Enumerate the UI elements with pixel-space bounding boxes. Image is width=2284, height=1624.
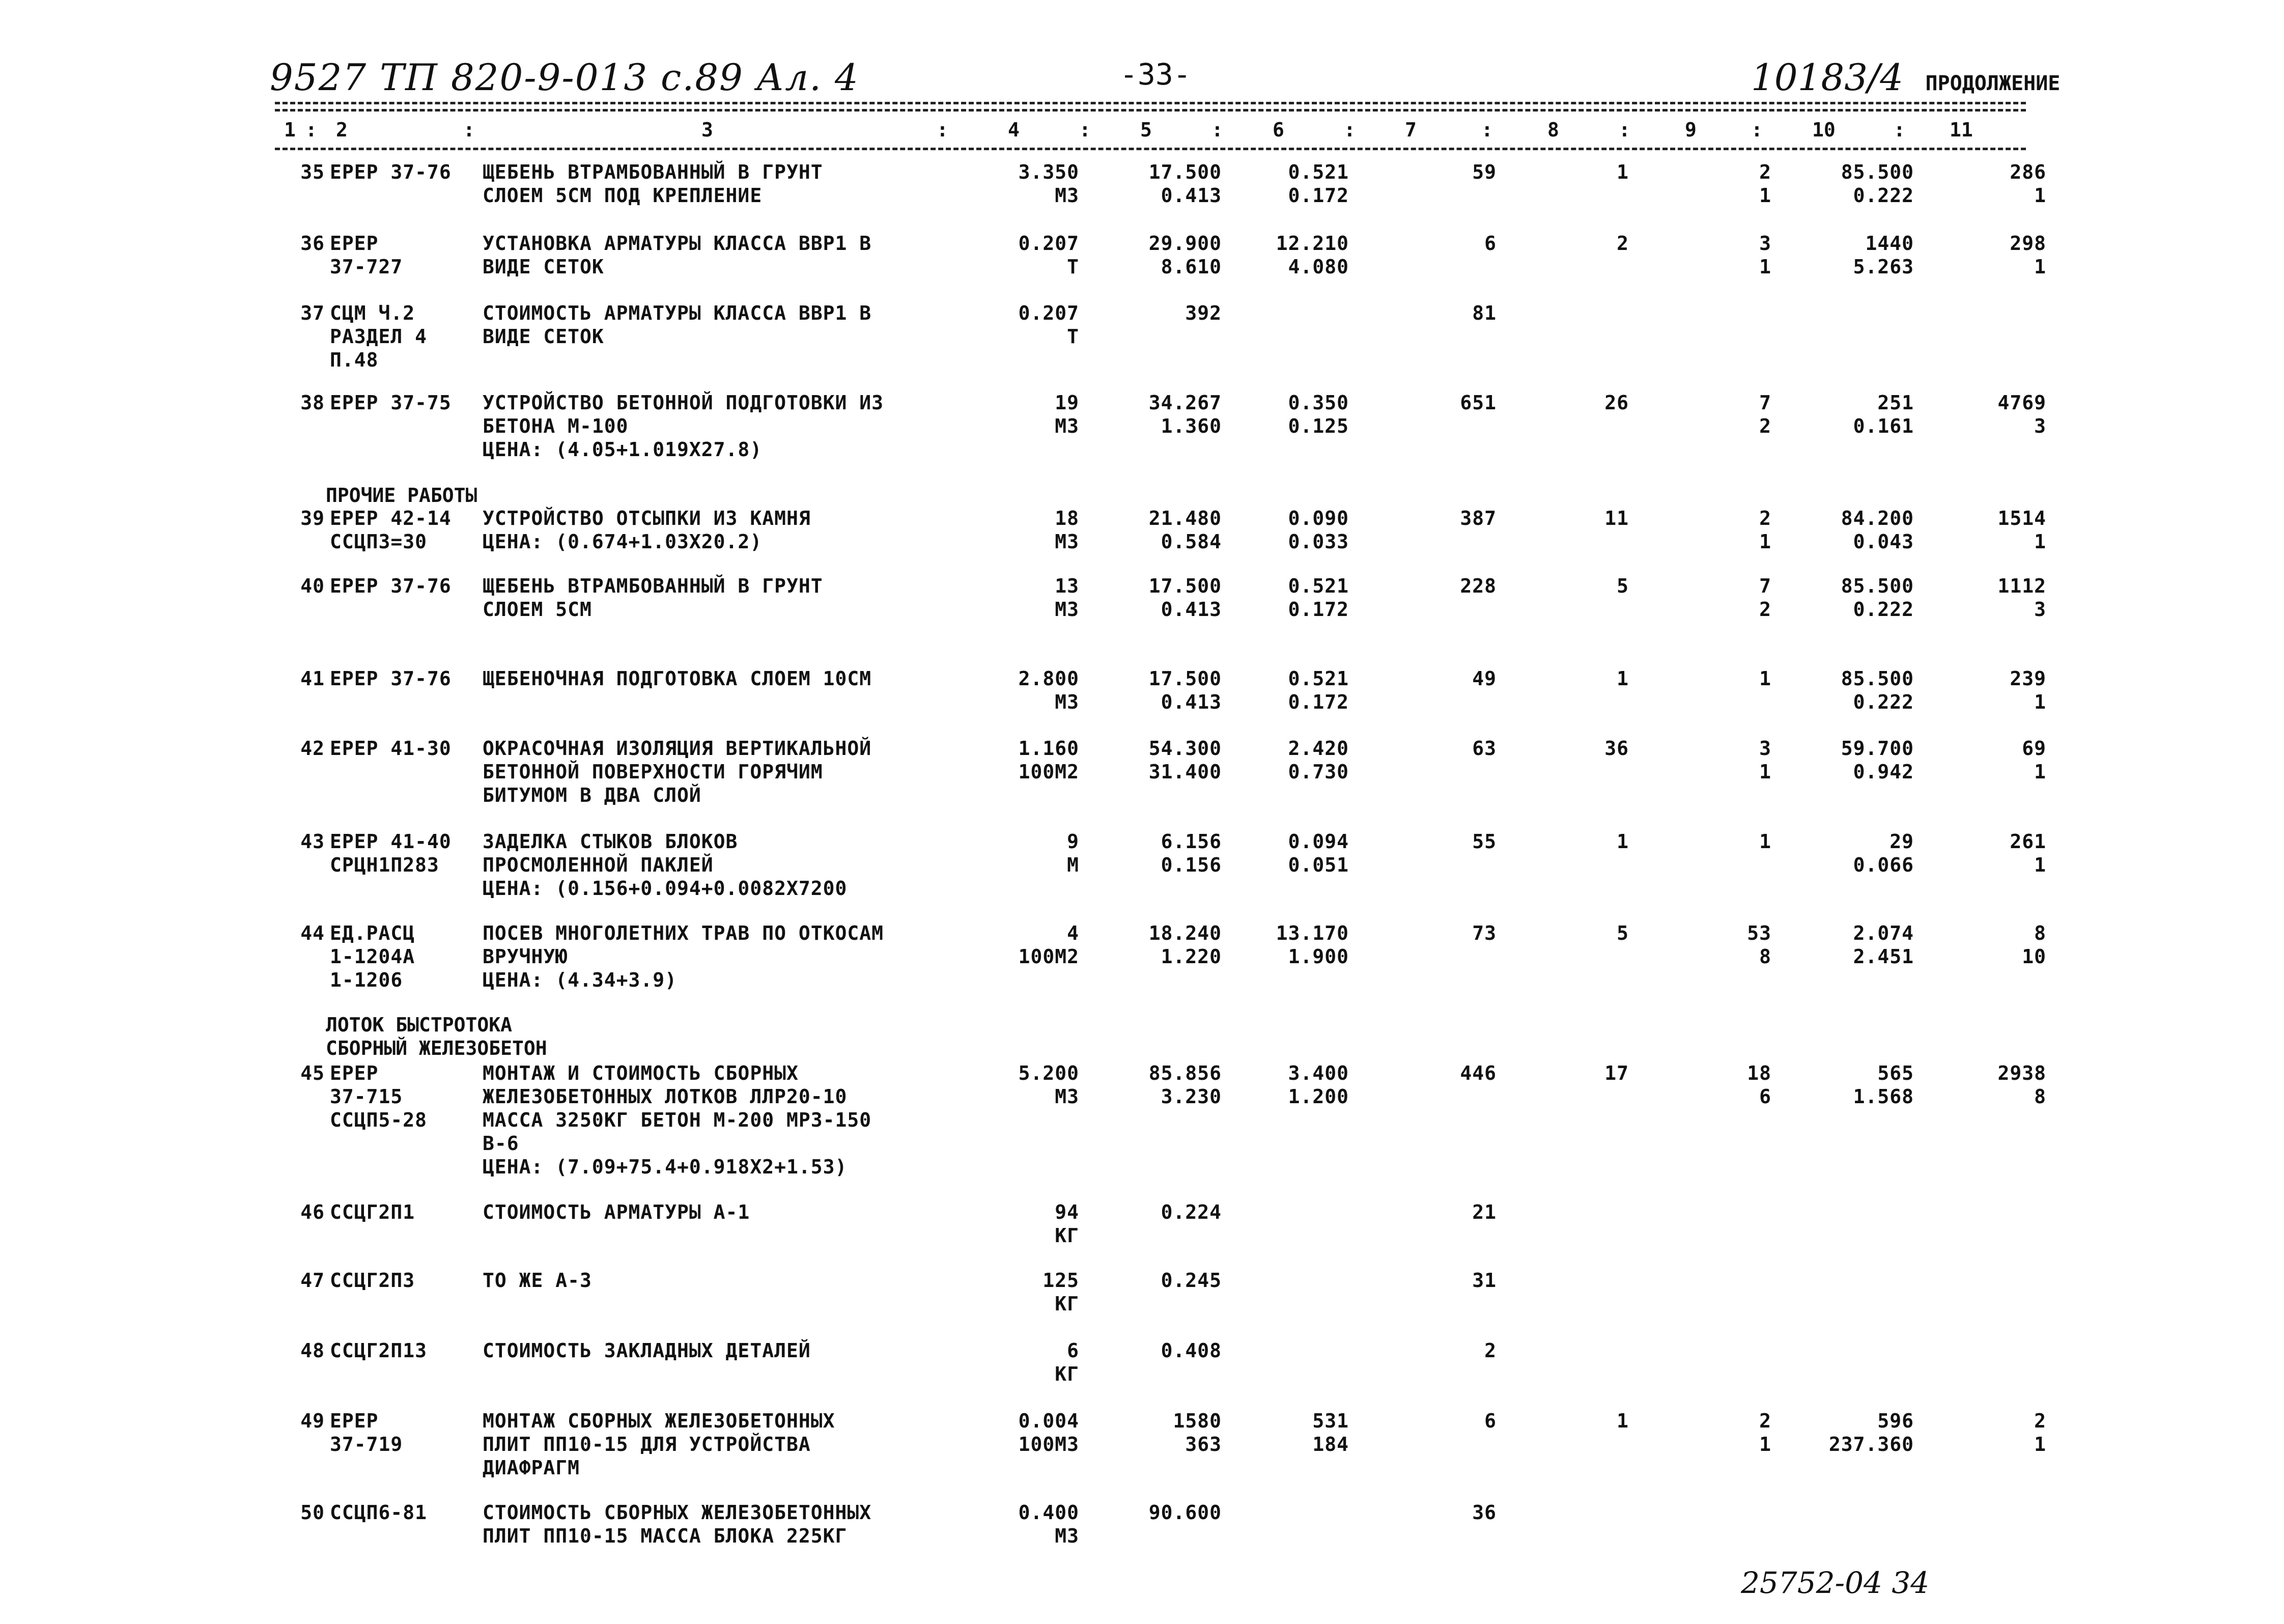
row-col7: 59 bbox=[1472, 161, 1497, 183]
row-col11: 298 1 bbox=[2010, 232, 2046, 278]
row-col6: 12.210 4.080 bbox=[1276, 232, 1349, 278]
row-quantity: 18 М3 bbox=[1055, 507, 1079, 553]
column-separator: : bbox=[1344, 119, 1356, 141]
column-separator: : bbox=[1079, 119, 1091, 141]
row-quantity: 2.800 М3 bbox=[1018, 667, 1079, 713]
row-col9: 1 bbox=[1759, 830, 1771, 853]
row-quantity: 94 КГ bbox=[1055, 1201, 1079, 1247]
row-col11: 286 1 bbox=[2010, 161, 2046, 207]
row-col6: 531 184 bbox=[1312, 1410, 1349, 1455]
column-separator: : bbox=[937, 119, 948, 141]
column-header-8: 8 bbox=[1547, 119, 1559, 141]
row-col9: 7 2 bbox=[1759, 575, 1771, 621]
row-col6: 2.420 0.730 bbox=[1288, 737, 1349, 783]
row-col11: 2938 8 bbox=[1997, 1062, 2046, 1108]
header-continuation-label: ПРОДОЛЖЕНИЕ bbox=[1925, 72, 2061, 95]
row-col8: 1 bbox=[1617, 161, 1629, 183]
row-col5: 18.240 1.220 bbox=[1148, 922, 1222, 968]
row-col7: 36 bbox=[1472, 1501, 1497, 1524]
row-col7: 73 bbox=[1472, 922, 1497, 944]
row-description: УСТРОЙСТВО ОТСЫПКИ ИЗ КАМНЯ ЦЕНА: (0.674+1.03Х20.2) bbox=[483, 507, 811, 553]
row-col6: 0.094 0.051 bbox=[1288, 830, 1349, 876]
row-col11: 4769 3 bbox=[1997, 391, 2046, 437]
row-description: СТОИМОСТЬ АРМАТУРЫ А-1 bbox=[483, 1201, 750, 1223]
row-col9: 7 2 bbox=[1759, 391, 1771, 437]
header-sheet-number: -33- bbox=[1120, 57, 1191, 92]
row-description: ЗАДЕЛКА СТЫКОВ БЛОКОВ ПРОСМОЛЕННОЙ ПАКЛЕЙ ЦЕНА: (0.156+0.094+0.0082Х7200 bbox=[483, 830, 848, 900]
row-col9: 2 1 bbox=[1759, 161, 1771, 207]
top-rule-second bbox=[275, 109, 2026, 111]
row-number: 44 bbox=[300, 922, 325, 944]
column-separator: : bbox=[463, 119, 475, 141]
row-col6: 0.350 0.125 bbox=[1288, 391, 1349, 437]
header-right-number: 10183/4 bbox=[1751, 56, 1904, 99]
row-col7: 55 bbox=[1472, 830, 1497, 853]
row-number: 48 bbox=[300, 1339, 325, 1362]
row-col9: 3 1 bbox=[1759, 232, 1771, 278]
column-separator: : bbox=[1481, 119, 1493, 141]
row-description: ПОСЕВ МНОГОЛЕТНИХ ТРАВ ПО ОТКОСАМ ВРУЧНУЮ ЦЕНА: (4.34+3.9) bbox=[483, 922, 884, 991]
column-header-6: 6 bbox=[1273, 119, 1284, 141]
row-description: ОКРАСОЧНАЯ ИЗОЛЯЦИЯ ВЕРТИКАЛЬНОЙ БЕТОННОЙ ПОВЕРХНОСТИ ГОРЯЧИМ БИТУМОМ В ДВА СЛОЙ bbox=[483, 737, 872, 806]
row-col11: 2 1 bbox=[2034, 1410, 2046, 1455]
row-code: ЕД.РАСЦ 1-1204А 1-1206 bbox=[330, 922, 415, 991]
row-quantity: 0.207 Т bbox=[1018, 232, 1079, 278]
row-description: УСТАНОВКА АРМАТУРЫ КЛАССА ВВР1 В ВИДЕ СЕТОК bbox=[483, 232, 872, 278]
row-col9: 3 1 bbox=[1759, 737, 1771, 783]
row-code: ЕРЕР 42-14 ССЦП3=30 bbox=[330, 507, 452, 553]
row-number: 43 bbox=[300, 830, 325, 853]
row-quantity: 0.004 100М3 bbox=[1018, 1410, 1079, 1455]
row-code: ССЦГ2П3 bbox=[330, 1269, 415, 1292]
row-col10: 85.500 0.222 bbox=[1841, 575, 1914, 621]
row-col9: 18 6 bbox=[1747, 1062, 1771, 1108]
row-number: 49 bbox=[300, 1410, 325, 1432]
row-col8: 26 bbox=[1604, 391, 1629, 414]
row-quantity: 6 КГ bbox=[1055, 1339, 1079, 1385]
column-separator: : bbox=[1211, 119, 1223, 141]
row-quantity: 5.200 М3 bbox=[1018, 1062, 1079, 1108]
column-header-10: 10 bbox=[1812, 119, 1836, 141]
column-header-4: 4 bbox=[1008, 119, 1020, 141]
row-col7: 387 bbox=[1460, 507, 1497, 529]
row-description: ЩЕБЕНЬ ВТРАМБОВАННЫЙ В ГРУНТ СЛОЕМ 5СМ bbox=[483, 575, 823, 621]
column-separator: : bbox=[305, 119, 317, 141]
row-code: ССЦП6-81 bbox=[330, 1501, 428, 1524]
row-description: МОНТАЖ И СТОИМОСТЬ СБОРНЫХ ЖЕЛЕЗОБЕТОННЫХ ЛОТКОВ ЛЛР20-10 МАССА 3250КГ БЕТОН М-200 МРЗ-150 В-6 ЦЕНА: (7.09+75.4+0.918Х2+1.53) bbox=[483, 1062, 872, 1178]
row-col7: 81 bbox=[1472, 302, 1497, 324]
row-col11: 1112 3 bbox=[1997, 575, 2046, 621]
row-col10: 596 237.360 bbox=[1828, 1410, 1914, 1455]
row-col5: 17.500 0.413 bbox=[1148, 667, 1222, 713]
row-code: ЕРЕР 41-30 bbox=[330, 737, 452, 760]
row-number: 47 bbox=[300, 1269, 325, 1292]
row-code: ЕРЕР 37-76 bbox=[330, 667, 452, 690]
section-heading-other-works: ПРОЧИЕ РАБОТЫ bbox=[326, 484, 477, 507]
row-col11: 1514 1 bbox=[1997, 507, 2046, 553]
section-heading-chute: ЛОТОК БЫСТРОТОКА СБОРНЫЙ ЖЕЛЕЗОБЕТОН bbox=[326, 1014, 547, 1059]
row-number: 38 bbox=[300, 391, 325, 414]
row-description: СТОИМОСТЬ СБОРНЫХ ЖЕЛЕЗОБЕТОННЫХ ПЛИТ ПП10-15 МАССА БЛОКА 225КГ bbox=[483, 1501, 872, 1547]
column-separator: : bbox=[1619, 119, 1630, 141]
footer-stamp: 25752-04 34 bbox=[1741, 1565, 1930, 1600]
row-col7: 2 bbox=[1484, 1339, 1497, 1362]
row-code: ЕРЕР 37-75 bbox=[330, 391, 452, 414]
row-quantity: 3.350 М3 bbox=[1018, 161, 1079, 207]
row-col8: 1 bbox=[1617, 830, 1629, 853]
row-col8: 17 bbox=[1604, 1062, 1629, 1084]
row-col7: 6 bbox=[1484, 1410, 1497, 1432]
row-col5: 0.245 bbox=[1161, 1269, 1222, 1292]
row-col5: 90.600 bbox=[1148, 1501, 1222, 1524]
row-col10: 29 0.066 bbox=[1853, 830, 1914, 876]
row-col7: 31 bbox=[1472, 1269, 1497, 1292]
row-col8: 1 bbox=[1617, 1410, 1629, 1432]
row-col8: 5 bbox=[1617, 922, 1629, 944]
row-description: ТО ЖЕ А-3 bbox=[483, 1269, 592, 1292]
row-col5: 85.856 3.230 bbox=[1148, 1062, 1222, 1108]
row-col7: 49 bbox=[1472, 667, 1497, 690]
row-number: 40 bbox=[300, 575, 325, 597]
row-number: 41 bbox=[300, 667, 325, 690]
row-col7: 21 bbox=[1472, 1201, 1497, 1223]
row-quantity: 13 М3 bbox=[1055, 575, 1079, 621]
header-bottom-rule bbox=[275, 148, 2026, 150]
row-code: СЦМ Ч.2 РАЗДЕЛ 4 П.48 bbox=[330, 302, 428, 371]
row-description: СТОИМОСТЬ АРМАТУРЫ КЛАССА ВВР1 В ВИДЕ СЕТОК bbox=[483, 302, 872, 348]
column-header-7: 7 bbox=[1405, 119, 1417, 141]
row-number: 45 bbox=[300, 1062, 325, 1084]
row-quantity: 0.207 Т bbox=[1018, 302, 1079, 348]
row-number: 39 bbox=[300, 507, 325, 529]
row-number: 35 bbox=[300, 161, 325, 183]
row-number: 42 bbox=[300, 737, 325, 760]
row-col6: 13.170 1.900 bbox=[1276, 922, 1349, 968]
row-code: ЕРЕР 37-76 bbox=[330, 575, 452, 597]
row-col5: 54.300 31.400 bbox=[1148, 737, 1222, 783]
row-quantity: 19 М3 bbox=[1055, 391, 1079, 437]
row-col11: 69 1 bbox=[2022, 737, 2046, 783]
row-col11: 239 1 bbox=[2010, 667, 2046, 713]
column-header-11: 11 bbox=[1950, 119, 1973, 141]
row-col5: 6.156 0.156 bbox=[1161, 830, 1222, 876]
row-description: МОНТАЖ СБОРНЫХ ЖЕЛЕЗОБЕТОННЫХ ПЛИТ ПП10-15 ДЛЯ УСТРОЙСТВА ДИАФРАГМ bbox=[483, 1410, 835, 1479]
row-col9: 2 1 bbox=[1759, 507, 1771, 553]
row-col10: 85.500 0.222 bbox=[1841, 161, 1914, 207]
row-col7: 228 bbox=[1460, 575, 1497, 597]
row-description: УСТРОЙСТВО БЕТОННОЙ ПОДГОТОВКИ ИЗ БЕТОНА М-100 ЦЕНА: (4.05+1.019Х27.8) bbox=[483, 391, 884, 461]
row-col7: 651 bbox=[1460, 391, 1497, 414]
row-col8: 5 bbox=[1617, 575, 1629, 597]
row-col7: 6 bbox=[1484, 232, 1497, 255]
column-header-2: 2 bbox=[336, 119, 348, 141]
row-col9: 53 8 bbox=[1747, 922, 1771, 968]
row-code: ЕРЕР 37-727 bbox=[330, 232, 403, 278]
row-col10: 84.200 0.043 bbox=[1841, 507, 1914, 553]
row-quantity: 0.400 М3 bbox=[1018, 1501, 1079, 1547]
row-col5: 0.408 bbox=[1161, 1339, 1222, 1362]
row-col10: 59.700 0.942 bbox=[1841, 737, 1914, 783]
row-col6: 0.090 0.033 bbox=[1288, 507, 1349, 553]
row-col11: 261 1 bbox=[2010, 830, 2046, 876]
row-col7: 446 bbox=[1460, 1062, 1497, 1084]
row-code: ССЦГ2П1 bbox=[330, 1201, 415, 1223]
row-quantity: 125 КГ bbox=[1042, 1269, 1079, 1315]
row-col6: 0.521 0.172 bbox=[1288, 667, 1349, 713]
row-col7: 63 bbox=[1472, 737, 1497, 760]
row-col8: 36 bbox=[1604, 737, 1629, 760]
row-col5: 29.900 8.610 bbox=[1148, 232, 1222, 278]
column-separator: : bbox=[1751, 119, 1763, 141]
top-rule bbox=[275, 102, 2026, 104]
column-separator: : bbox=[1894, 119, 1905, 141]
row-quantity: 9 М bbox=[1067, 830, 1079, 876]
row-col5: 17.500 0.413 bbox=[1148, 161, 1222, 207]
row-quantity: 4 100М2 bbox=[1018, 922, 1079, 968]
row-col5: 34.267 1.360 bbox=[1148, 391, 1222, 437]
row-number: 36 bbox=[300, 232, 325, 255]
row-code: ЕРЕР 41-40 СРЦН1П283 bbox=[330, 830, 452, 876]
row-description: ЩЕБЕНОЧНАЯ ПОДГОТОВКА СЛОЕМ 10СМ bbox=[483, 667, 872, 690]
row-col6: 0.521 0.172 bbox=[1288, 575, 1349, 621]
row-number: 37 bbox=[300, 302, 325, 324]
row-code: ЕРЕР 37-76 bbox=[330, 161, 452, 183]
row-col8: 2 bbox=[1617, 232, 1629, 255]
row-col10: 565 1.568 bbox=[1853, 1062, 1914, 1108]
row-number: 50 bbox=[300, 1501, 325, 1524]
row-col5: 0.224 bbox=[1161, 1201, 1222, 1223]
column-header-1: 1 bbox=[284, 119, 296, 141]
header-document-code: 9527 ТП 820-9-013 с.89 Ал. 4 bbox=[270, 56, 859, 99]
row-col5: 21.480 0.584 bbox=[1148, 507, 1222, 553]
column-header-9: 9 bbox=[1685, 119, 1697, 141]
row-col10: 251 0.161 bbox=[1853, 391, 1914, 437]
row-col9: 2 1 bbox=[1759, 1410, 1771, 1455]
column-header-3: 3 bbox=[701, 119, 713, 141]
row-col10: 1440 5.263 bbox=[1853, 232, 1914, 278]
row-description: ЩЕБЕНЬ ВТРАМБОВАННЫЙ В ГРУНТ СЛОЕМ 5СМ ПОД КРЕПЛЕНИЕ bbox=[483, 161, 823, 207]
header-right-block bbox=[1751, 56, 2060, 99]
row-col10: 2.074 2.451 bbox=[1853, 922, 1914, 968]
row-col6: 3.400 1.200 bbox=[1288, 1062, 1349, 1108]
row-code: ССЦГ2П13 bbox=[330, 1339, 428, 1362]
row-col8: 11 bbox=[1604, 507, 1629, 529]
row-description: СТОИМОСТЬ ЗАКЛАДНЫХ ДЕТАЛЕЙ bbox=[483, 1339, 811, 1362]
row-number: 46 bbox=[300, 1201, 325, 1223]
column-header-row bbox=[275, 115, 2026, 145]
row-code: ЕРЕР 37-715 ССЦП5-28 bbox=[330, 1062, 428, 1131]
row-quantity: 1.160 100М2 bbox=[1018, 737, 1079, 783]
row-col5: 1580 363 bbox=[1173, 1410, 1222, 1455]
row-code: ЕРЕР 37-719 bbox=[330, 1410, 403, 1455]
column-header-5: 5 bbox=[1140, 119, 1152, 141]
row-col9: 1 bbox=[1759, 667, 1771, 690]
row-col5: 17.500 0.413 bbox=[1148, 575, 1222, 621]
row-col5: 392 bbox=[1185, 302, 1222, 324]
row-col8: 1 bbox=[1617, 667, 1629, 690]
row-col6: 0.521 0.172 bbox=[1288, 161, 1349, 207]
row-col11: 8 10 bbox=[2022, 922, 2046, 968]
row-col10: 85.500 0.222 bbox=[1841, 667, 1914, 713]
